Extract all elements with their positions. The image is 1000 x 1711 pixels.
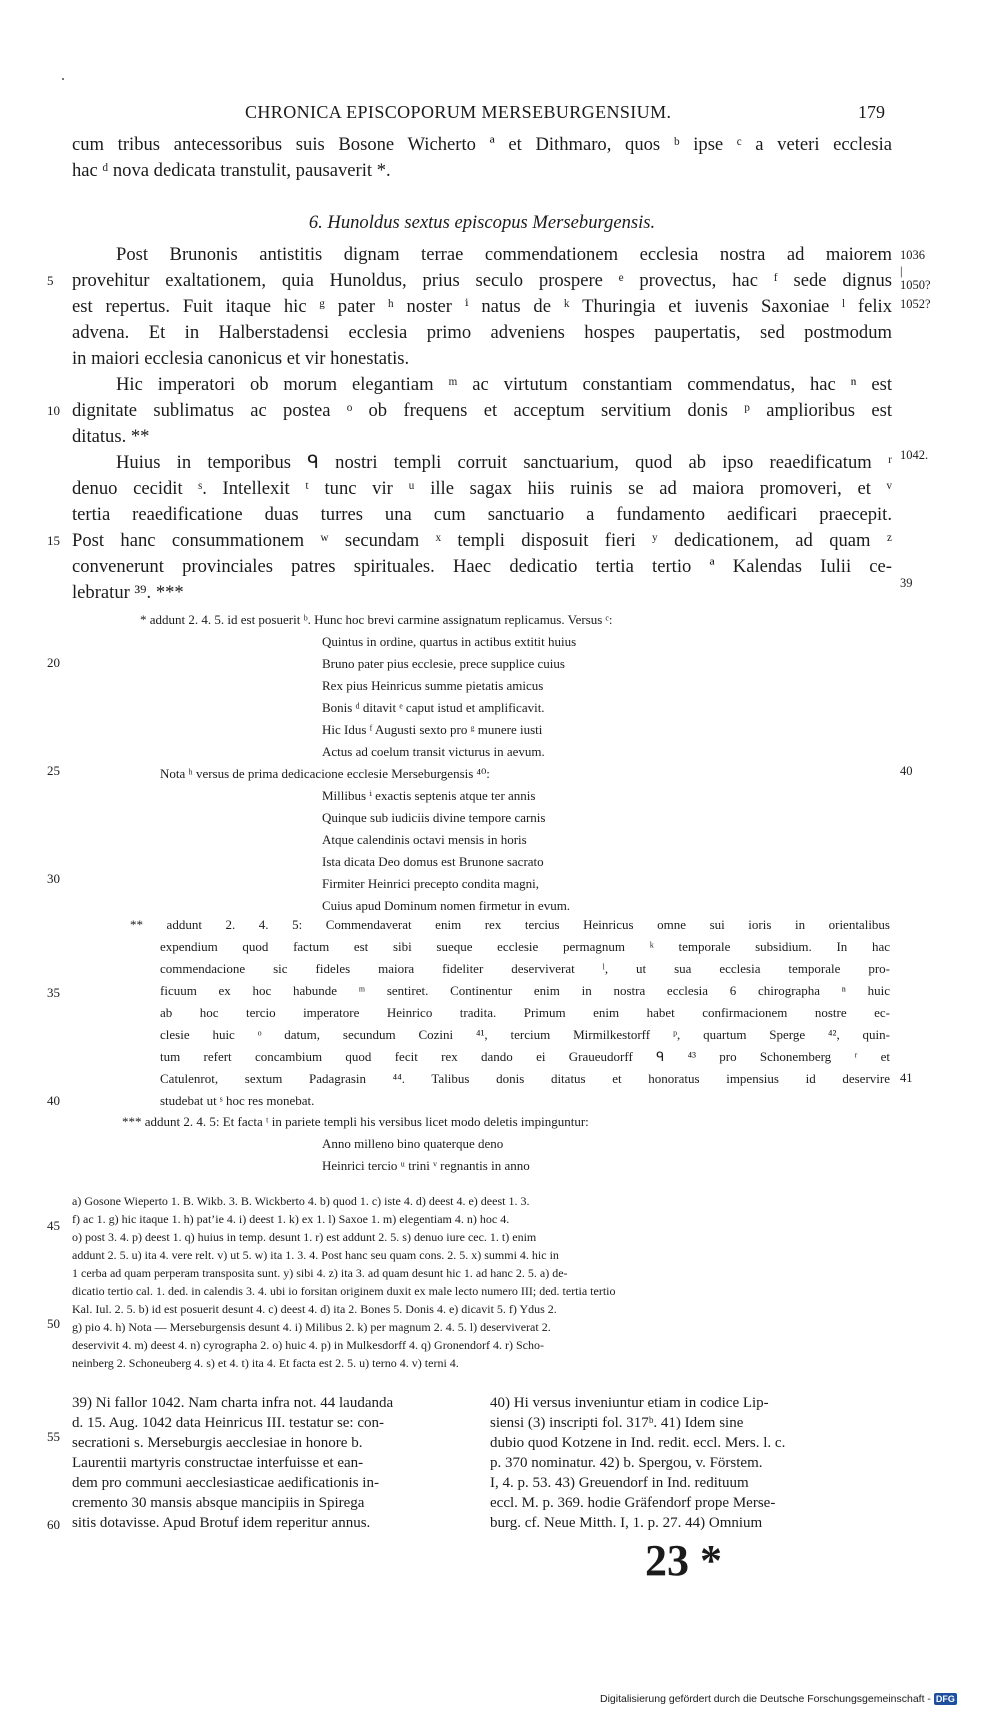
apparatus-line: a) Gosone Wieperto 1. B. Wikb. 3. B. Wickberto 4. b) quod 1. c) iste 4. d) deest 4. e) deest 1. 3. [72, 1194, 530, 1208]
note-line: I, 4. p. 53. 43) Greuendorf in Ind. redituum [490, 1475, 749, 1491]
line-number: 10 [47, 403, 60, 418]
text-line: est repertus. Fuit itaque hic ᵍ pater ʰ noster ⁱ natus de ᵏ Thuringia et iuvenis Saxoniae ˡ felix [72, 296, 892, 317]
note-line: sitis dotavisse. Apud Brotuf idem reperitur annus. [72, 1515, 371, 1531]
line-number: 55 [47, 1429, 60, 1444]
section-heading: 6. Hunoldus sextus episcopus Merseburgensis. [308, 212, 656, 233]
note-line: p. 370 nominatur. 42) b. Spergou, v. Förstem. [490, 1455, 763, 1471]
note-line: dem pro communi aecclesiasticae aedificationis in- [72, 1475, 379, 1491]
text-line: cum tribus antecessoribus suis Bosone Wicherto ª et Dithmaro, quos ᵇ ipse ᶜ a veteri ecclesia [72, 134, 892, 155]
margin-date: 1036 [900, 248, 925, 262]
line-number: 35 [47, 985, 60, 1000]
signature-mark: 23 * [645, 1536, 722, 1585]
note-line: clesie huic ᵒ datum, secundum Cozini ⁴¹, tercium Mirmilkestorff ᵖ, quartum Sperge ⁴², quin- [160, 1027, 890, 1042]
margin-date: 1050? [900, 278, 931, 292]
intro-paragraph [72, 132, 892, 184]
note-line: tum refert concambium quod fecit rex dando ei Graueudorff ᑫ ⁴³ pro Schonemberg ʳ et [160, 1049, 890, 1064]
note-lead: * addunt 2. 4. 5. id est posuerit ᵇ. Hunc hoc brevi carmine assignatum replicamus. Versus ᶜ: [140, 612, 613, 627]
margin-note-ref: 40 [900, 764, 913, 778]
margin-date: | [900, 264, 903, 278]
verse-line: Atque calendinis octavi mensis in horis [322, 832, 527, 847]
note-line: dubio quod Kotzene in Ind. redit. eccl. Mers. l. c. [490, 1435, 786, 1451]
text-line: Hic imperatori ob morum elegantiam ᵐ ac virtutum constantiam commendatus, hac ⁿ est [116, 374, 892, 395]
note-line: ab hoc tercio imperatore Heinrico tradita. Primum enim habet confirmacionem nostre ec- [160, 1005, 890, 1020]
note-lead: *** addunt 2. 4. 5: Et facta ᵗ in pariete templi his versibus licet modo deletis impinguntur: [122, 1114, 589, 1129]
apparatus-line: g) pio 4. h) Nota — Merseburgensis desunt 4. i) Milibus 2. k) per magnum 2. 4. 5. l) deserviverat 2. [72, 1320, 551, 1334]
margin-note-ref: 39 [900, 576, 913, 590]
line-number: 25 [47, 763, 60, 778]
verse-line: Heinrici tercio ᵘ trini ᵛ regnantis in anno [322, 1158, 530, 1173]
text-line: Post hanc consummationem ʷ secundam ˣ templi disposuit fieri ʸ dedicationem, ad quam ᶻ [72, 530, 892, 551]
line-number: 40 [47, 1093, 60, 1108]
text-line: provehitur exaltationem, quia Hunoldus, prius seculo prospere ᵉ provectus, hac ᶠ sede dignus [72, 270, 892, 291]
page-number: 179 [858, 102, 885, 122]
note-line: secrationi s. Merseburgis aecclesiae in honore b. [72, 1435, 363, 1451]
apparatus-line: f) ac 1. g) hic itaque 1. h) pat’ie 4. i) deest 1. k) ex 1. l) Saxoe 1. m) elegentiam 4. n) hoc 4. [72, 1212, 510, 1226]
main-text [72, 242, 892, 606]
verse-line: Millibus ⁱ exactis septenis atque ter annis [322, 788, 536, 803]
verse-line: Hic Idus ᶠ Augusti sexto pro ᵍ munere iusti [322, 722, 543, 737]
text-line: dignitate sublimatus ac postea ᵒ ob frequens et acceptum servitium donis ᵖ amplioribus est [72, 400, 892, 421]
note-triple-star [122, 1111, 890, 1177]
notes-left-column [72, 1393, 472, 1533]
note-line: ** addunt 2. 4. 5: Commendaverat enim rex tercius Heinricus omne sui ioris in orientalibus [130, 917, 890, 932]
text-line: lebratur ³⁹. *** [72, 582, 184, 603]
line-number: 45 [47, 1218, 60, 1233]
text-line: tertia reaedificatione duas turres una cum sanctuario a fundamento aedificari praecepit. [72, 504, 892, 525]
apparatus-line: neinberg 2. Schoneuberg 4. s) et 4. t) ita 4. Et facta est 2. 5. u) terno 4. v) terni 4. [72, 1356, 459, 1370]
verse-line: Quintus in ordine, quartus in actibus extitit huius [322, 634, 577, 649]
line-number: 5 [47, 273, 54, 288]
line-number: 15 [47, 533, 60, 548]
verse-line: Bruno pater pius ecclesie, prece supplice cuius [322, 656, 565, 671]
notes-right-column [490, 1393, 895, 1533]
apparatus-line: o) post 3. 4. p) deest 1. q) huius in temp. desunt 1. r) est addunt 2. 5. s) denuo iure cec. 1. t) enim [72, 1230, 537, 1244]
text-line: in maiori ecclesia canonicus et vir honestatis. [72, 348, 410, 369]
line-number: 20 [47, 655, 60, 670]
text-line: Post Brunonis antistitis dignam terrae commendationem ecclesia nostra ad maiorem [116, 244, 892, 265]
text-line: advena. Et in Halberstadensi ecclesia primo adveniens hospes paupertatis, sed postmodum [72, 322, 892, 343]
note-line: expendium quod factum est sibi sueque ecclesie permagnum ᵏ temporale subsidium. In hac [160, 939, 890, 954]
margin-date: 1042. [900, 448, 929, 462]
text-line: hac ᵈ nova dedicata transtulit, pausaverit *. [72, 160, 391, 181]
verse-line: Firmiter Heinrici precepto condita magni, [322, 876, 539, 891]
apparatus-line: dicatio tertio cal. 1. ded. in calendis 3. 4. ubi io forsitan originem duxit ex male lecto numero III; ded. tertia tertio [72, 1284, 616, 1298]
text-line: Huius in temporibus ᑫ nostri templi corruit sanctuarium, quod ab ipso reaedificatum ʳ [116, 452, 892, 473]
note-line: burg. cf. Neue Mitth. I, 1. p. 27. 44) Omnium [490, 1515, 763, 1531]
verse-line: Actus ad coelum transit victurus in aevum. [322, 744, 545, 759]
text-line: convenerunt provinciales patres spirituales. Haec dedicatio tertia tertio ª Kalendas Iulii ce- [72, 556, 892, 577]
apparatus-line: Kal. Iul. 2. 5. b) id est posuerit desunt 4. c) deest 4. d) ita 2. Bones 5. Donis 4. e) dicavit 5. f) Ydus 2. [72, 1302, 557, 1316]
note-line: studebat ut ˢ hoc res monebat. [160, 1093, 315, 1108]
text-line: ditatus. ** [72, 426, 150, 447]
apparatus-line: addunt 2. 5. u) ita 4. vere relt. v) ut 5. w) ita 1. 3. 4. Post hanc seu quam cons. 2. 5. x) summi 4. hic in [72, 1248, 559, 1262]
note-line: ficuum ex hoc habunde ᵐ sentiret. Continentur enim in nostra ecclesia 6 chirographa ⁿ huic [160, 983, 890, 998]
dfg-logo-icon: DFG [935, 1694, 955, 1704]
margin-note-ref: 41 [900, 1071, 913, 1085]
note-line: commendacione sic fideles maiora fideliter deserviverat ˡ, ut sua ecclesia temporale pro- [160, 961, 890, 976]
note-line: d. 15. Aug. 1042 data Heinricus III. testatur se: con- [72, 1415, 385, 1431]
note-line: eccl. M. p. 369. hodie Gräfendorf prope Merse- [490, 1495, 776, 1511]
note-line: 39) Ni fallor 1042. Nam charta infra not. 44 laudanda [72, 1395, 394, 1411]
apparatus-line: 1 cerba ad quam perperam transposita sunt. y) sibi 4. z) ita 3. ad quam desunt hic 1. ad hanc 2. 5. a) de- [72, 1266, 568, 1280]
note-double-star [130, 914, 890, 1112]
apparatus-line: deservivit 4. m) deest 4. n) cyrographa 2. o) huic 4. p) in Mulkesdorff 4. q) Gronendorf 4. r) Scho- [72, 1338, 544, 1352]
note-line: cremento 30 mansis absque mancipiis in Spirega [72, 1495, 365, 1511]
note-line: Laurentii martyris constructae interfuisse et ean- [72, 1455, 364, 1471]
footer-text: Digitalisierung gefördert durch die Deutsche Forschungsgemeinschaft - [600, 1693, 931, 1705]
critical-apparatus [72, 1192, 892, 1372]
margin-date: 1052? [900, 297, 931, 311]
nota-line: Nota ʰ versus de prima dedicacione ecclesie Merseburgensis ⁴⁰: [160, 766, 490, 781]
running-title: CHRONICA EPISCOPORUM MERSEBURGENSIUM. [245, 102, 672, 122]
note-line: siensi (3) inscripti fol. 317ᵇ. 41) Idem sine [490, 1415, 744, 1431]
verse-line: Bonis ᵈ ditavit ᵉ caput istud et amplificavit. [322, 700, 545, 715]
verse-line: Ista dicata Deo domus est Brunone sacrato [322, 854, 544, 869]
scan-speck [62, 78, 64, 80]
digitization-footer [600, 1693, 957, 1705]
note-line: Catulenrot, sextum Padagrasin ⁴⁴. Talibus donis ditatus et honoratus impensius id deservire [160, 1071, 890, 1086]
line-number: 60 [47, 1517, 60, 1532]
verse-line: Rex pius Heinricus summe pietatis amicus [322, 678, 544, 693]
verse-line: Quinque sub iudiciis divine tempore carnis [322, 810, 546, 825]
line-number: 50 [47, 1316, 60, 1331]
verse-line: Cuius apud Dominum nomen firmetur in evum. [322, 898, 571, 913]
line-number: 30 [47, 871, 60, 886]
note-line: 40) Hi versus inveniuntur etiam in codice Lip- [490, 1395, 769, 1411]
note-star [140, 609, 890, 917]
text-line: denuo cecidit ˢ. Intellexit ᵗ tunc vir ᵘ ille sagax hiis ruinis se ad maiora promoveri, et ᵛ [72, 478, 892, 499]
verse-line: Anno milleno bino quaterque deno [322, 1136, 504, 1151]
